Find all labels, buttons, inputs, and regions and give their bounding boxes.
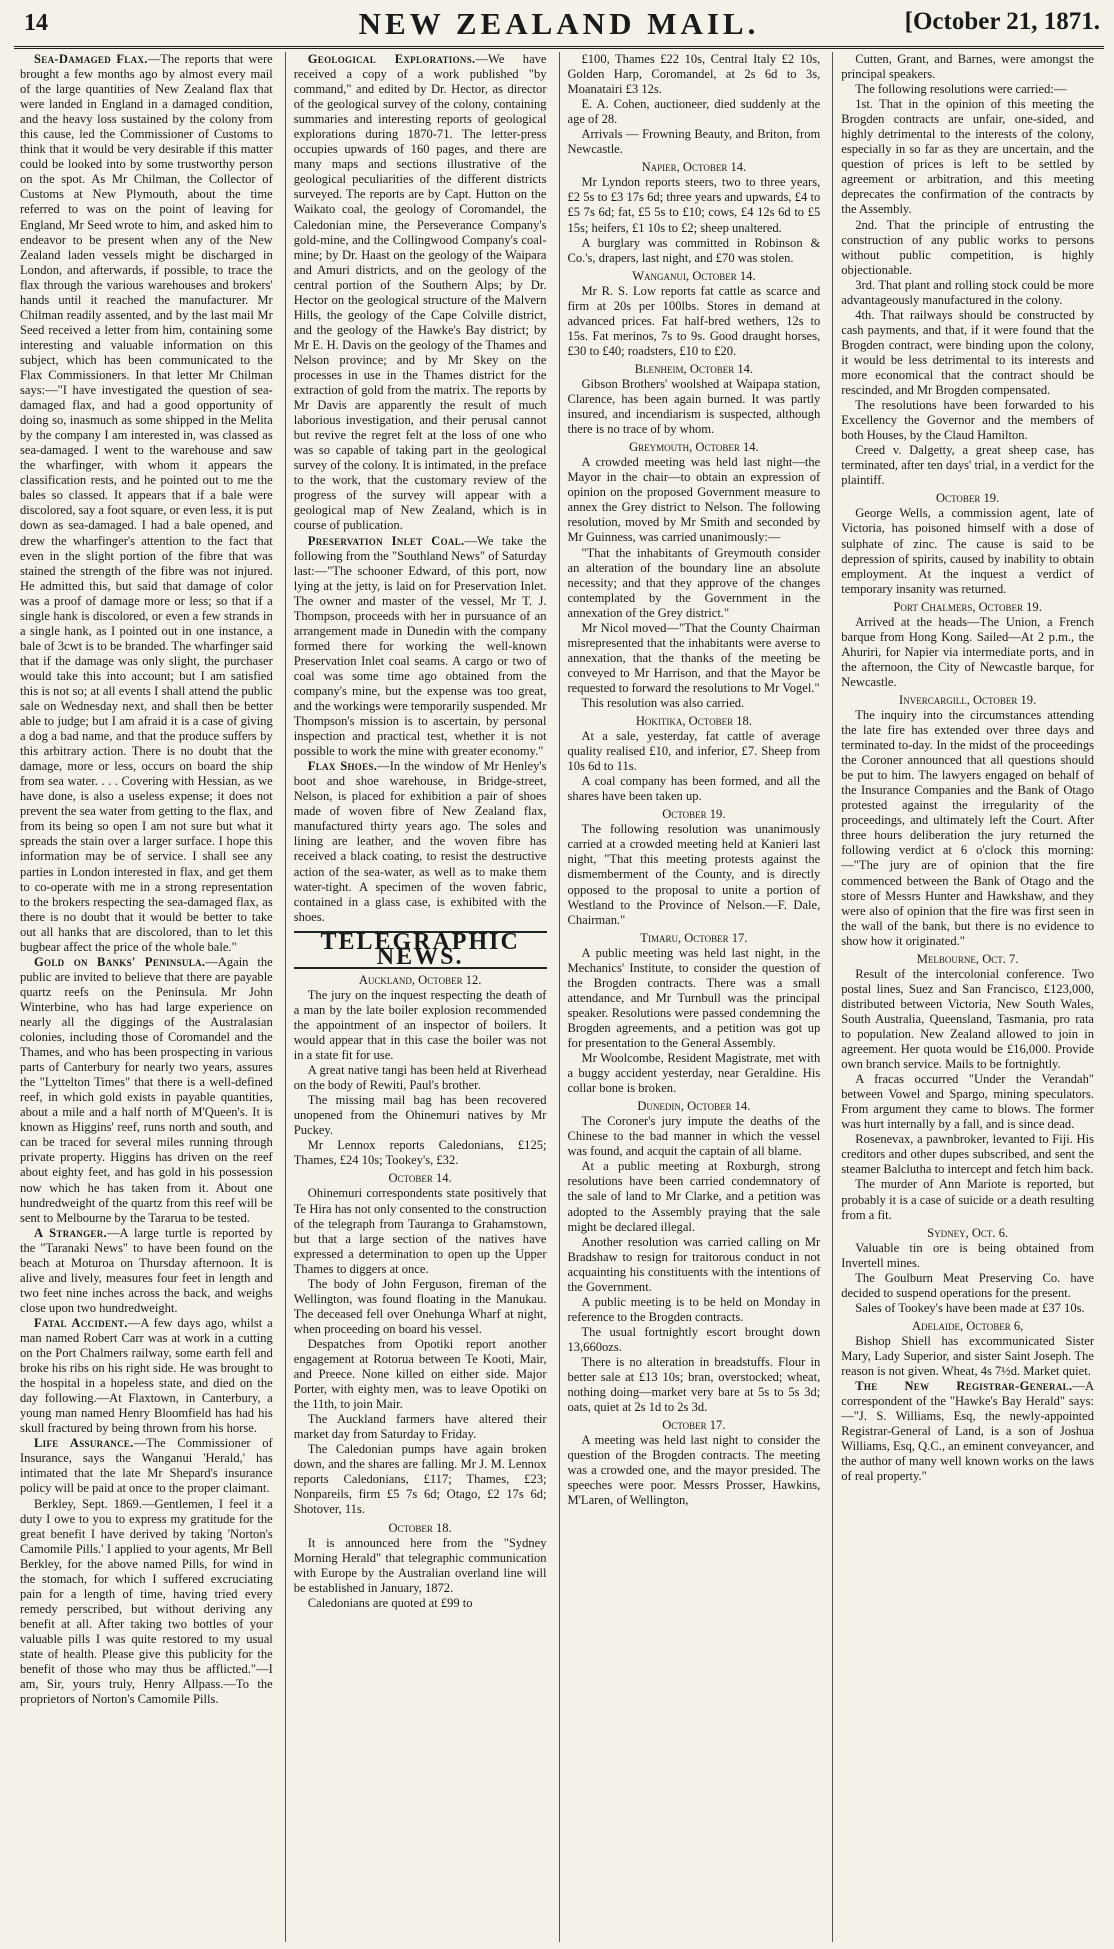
article-text: Caledonians are quoted at £99 to: [307, 1595, 473, 1610]
article-text: Valuable tin ore is being obtained from Invertell mines.: [841, 1240, 1094, 1270]
article-text: Mr Nicol moved—"That the County Chairman misrepresented that the inhabitants were averse to annexation, that the thanks of the meeting be conveyed to Mr Harrison, and that the Mayor be requested to forward the resolutions to Mr Vogel.": [567, 620, 821, 695]
article-text: Result of the intercolonial conference. Two postal lines, Suez and San Francisco, £123,000, distributed between Victoria, New South Wales, South Australia, Queensland, Tasmania, pro rata to population. New Zealand allowed to join in agreement. Her quota would be £16,000. Provide own branch service. Mails to be fortnightly.: [841, 966, 1094, 1072]
column-2: [285, 52, 549, 1942]
article-text: £100, Thames £22 10s, Central Italy £2 10s, Golden Harp, Coromandel, at 2s 6d to 3s, Moanatairi £3 12s.: [567, 52, 821, 97]
dateline: October 19.: [662, 807, 726, 822]
article-paragraph: [568, 377, 821, 437]
article-paragraph: [568, 546, 821, 621]
article-text: George Wells, a commission agent, late of Victoria, has poisoned himself with a dose of sulphate of zinc. The cause is said to be depression of spirits, caused by inability to obtain employment. At the inquest a verdict of temporary insanity was returned.: [841, 506, 1094, 596]
article-paragraph: [294, 988, 547, 1063]
masthead-title: NEW ZEALAND MAIL.: [358, 6, 760, 41]
article-text: E. A. Cohen, auctioneer, died suddenly at the age of 28.: [567, 97, 821, 127]
article-paragraph: [20, 1436, 273, 1496]
dateline: Dunedin, October 14.: [637, 1099, 751, 1114]
article-lead: A Stranger.: [34, 1225, 107, 1240]
article-text: 2nd. That the principle of entrusting the construction of any public works to persons without public competition, is highly objectionable.: [841, 217, 1094, 277]
article-lead: Preservation Inlet Coal.: [307, 533, 465, 548]
article-paragraph: [568, 946, 821, 1051]
article-paragraph: [841, 1177, 1094, 1222]
article-text: At a sale, yesterday, fat cattle of average quality realised £10, and inferior, £7. Sheep from 10s 6d to 11s.: [567, 729, 821, 774]
article-lead: Gold on Banks' Peninsula.: [34, 954, 206, 969]
article-text: 4th. That railways should be constructed by cash payments, and that, if it were found that the Brogden contract, were binding upon the colony, it would be less detrimental to its interests and more economical that the contract should be rescinded, and Mr Brogden compensated.: [841, 307, 1094, 398]
article-text: —We take the following from the "Southland News" of Saturday last:—"The schooner Edward, of this port, now lying at the jetty, is laid on for Preservation Inlet. The owner and master of the vessel, Mr T. J. Thompson, proceeds with her in pursuance of an arrangement made in Dunedin with the company formed there for working the well-known Preservation Inlet coal seams. A cargo or two of coal was some time ago obtained from the company's mine, but the expense was too great, and the workings were temporarily suspended. Mr Thompson's mission is to ascertain, by personal inspection and practical test, whether it is not possible to work the mine with greater economy.": [293, 533, 547, 759]
dateline: Napier, October 14.: [641, 160, 747, 175]
article-paragraph: [294, 1277, 547, 1337]
article-paragraph: [841, 278, 1094, 308]
article-text: Berkley, Sept. 1869.—Gentlemen, I feel it a duty I owe to you to express my gratitude for the great benefit I have derived by taking 'Norton's Camomile Pills.' I applied to your agents, Mr Bell Berkley, for the above named Pills, for wind in the stomach, for which I suffered excruciating pain for a length of time, having tried every remedy perscribed, but without deriving any benefit at all. After taking two bottles of your valuable pills I was quite restored to my usual state of health. Please give this publicity for the benefit of those who may thus be afflicted."—I am, Sir, yours truly, Henry Allpass.—To the proprietors of Norton's Camomile Pills.: [20, 1496, 273, 1707]
article-paragraph: [568, 1433, 821, 1508]
article-text: The murder of Ann Mariote is reported, but probably it is a case of suicide or a death resulting from a fit.: [841, 1177, 1094, 1222]
article-text: The missing mail bag has been recovered unopened from the Ohinemuri natives by Mr Puckey.: [293, 1093, 547, 1138]
article-text: The Caledonian pumps have again broken down, and the shares are falling. Mr J. M. Lennox reports Caledonians, £117; Thames, £23; Nonpareils, firm £5 7s 6d; Otago, £2 17s 6d; Shotover, 11s.: [293, 1442, 547, 1517]
article-text: A meeting was held last night to consider the question of the Brogden contracts. The meeting was a crowded one, and the mayor presided. The speeches were poor. Messrs Prosser, Hawkins, M'Laren, of Wellington,: [567, 1433, 821, 1508]
section-heading: TELEGRAPHIC NEWS.: [294, 931, 547, 969]
article-paragraph: [568, 774, 821, 804]
article-text: Rosenevax, a pawnbroker, levanted to Fiji. His creditors and other dupes subscribed, and sent the steamer Balclutha to intercept and fetch him back.: [841, 1132, 1094, 1177]
article-paragraph: [568, 1235, 821, 1295]
dateline: Adelaide, October 6,: [911, 1318, 1024, 1333]
dateline: Auckland, October 12.: [358, 972, 482, 987]
article-paragraph: [568, 175, 821, 235]
article-paragraph: [841, 967, 1094, 1072]
article-text: It is announced here from the "Sydney Morning Herald" that telegraphic communication with Europe by the Australian overland line will be established in January, 1872.: [293, 1535, 547, 1595]
article-paragraph: [568, 1051, 821, 1096]
article-paragraph: [841, 97, 1094, 217]
article-lead: Flax Shoes.: [307, 759, 378, 774]
article-paragraph: [294, 1337, 547, 1412]
article-paragraph: [568, 97, 821, 127]
article-paragraph: [568, 127, 821, 157]
article-paragraph: [20, 1226, 273, 1316]
article-paragraph: [294, 759, 547, 925]
article-text: A great native tangi has been held at Riverhead on the body of Rewiti, Paul's brother.: [293, 1063, 547, 1093]
column-3: [559, 52, 823, 1942]
article-text: A coal company has been formed, and all the shares have been taken up.: [567, 774, 821, 804]
dateline: Port Chalmers, October 19.: [893, 599, 1042, 614]
article-text: The body of John Ferguson, fireman of the Wellington, was found floating in the Manukau. The deceased fell over Onehunga Wharf at night, when proceeding on board his vessel.: [293, 1276, 547, 1336]
article-text: —Again the public are invited to believe that there are payable quartz reefs on the Peninsula. Mr John Winterbine, who has had large experience on nearly all the diggings of the Australasian colonies, including those of Coromandel and the Thames, and who has been prospecting in various parts of Canterbury for nearly two years, assures the "Lyttelton Times" that there is a well-defined reef, in which gold exists in payable quantities, about a mile and a half north of M'Queen's. It is known as Higgins' reef, runs north and south, and can be traced for several miles running through private property. Higgins has driven on the reef about eighty feet, and has gold in his possession now which he has taken from it. About one hundredweight of the quartz from this reef will be sent to Melbourne by the Tararua to be tested.: [20, 954, 273, 1225]
article-text: Another resolution was carried calling on Mr Bradshaw to resign for traitorous conduct in not acquainting his constituents with the intentions of the Government.: [567, 1234, 821, 1294]
article-text: There is no alteration in breadstuffs. Flour in better sale at £13 10s; bran, overstocked; wheat, nothing doing—market very bare at 5s to 5s 3d; oats, quiet at 2s 1d to 2s 3d.: [567, 1354, 821, 1415]
article-text: The following resolution was unanimously carried at a crowded meeting held at Kanieri last night, "That this meeting protests against the dismemberment of the County, and is directly opposed to the proposal to unite a portion of Westland to the Province of Nelson.—F. Dale, Chairman.": [567, 822, 821, 927]
article-text: —In the window of Mr Henley's boot and shoe warehouse, in Bridge-street, Nelson, is placed for exhibition a pair of shoes made of woven fibre of New Zealand flax, manufactured thirty years ago. The soles and lining are leather, and the woven fibre has received a black coating, to resist the destructive action of the sea-water, as well as to make them water-tight. A specimen of the woven fabric, contained in a glass case, is exhibited with the shoes.: [293, 759, 547, 924]
article-text: 1st. That in the opinion of this meeting the Brogden contracts are unfair, one-sided, and highly detrimental to the interests of the colony, especially in so far as they are uncertain, and the question of prices is left to be settled by agreement or arbitration, and this meeting deprecates the confirmation of the contracts by the Assembly.: [841, 97, 1094, 217]
article-text: A fracas occurred "Under the Verandah" between Vowel and Spargo, mining speculators. From argument they came to blows. The former was hurt internally by a fall, and is since dead.: [841, 1072, 1094, 1132]
article-paragraph: [841, 615, 1094, 690]
article-paragraph: [841, 398, 1094, 443]
issue-date: [October 21, 1871.: [904, 8, 1100, 35]
dateline: Blenheim, October 14.: [634, 361, 754, 376]
dateline: October 19.: [936, 491, 1000, 506]
article-paragraph: [841, 218, 1094, 278]
article-text: At a public meeting at Roxburgh, strong resolutions have been carried condemnatory of the sale of land to Mr Clarke, and a petition was adopted to the Assembly praying that the sale might be declared illegal.: [567, 1159, 821, 1234]
article-text: —The reports that were brought a few months ago by almost every mail of the large quantities of New Zealand flax that were landed in England in a damaged condition, and the heavy loss sustained by the colony from this cause, led the Commissioner of Customs to think that it would be very desirable if this matter could be looked into by some trustworthy person on the spot. As Mr Chilman, the Collector of Customs at New Plymouth, about the time referred to was on the point of leaving for England, Mr Seed wrote to him, and asked him to endeavor to be present when any of the New Zealand laden vessels might be discharged in London, and afterwards, if possible, to trace the flax through the various warehouses and brokers' hands until it reached the manufacturer. Mr Chilman readily assented, and by the last mail Mr Seed received a letter from him, containing some interesting and valuable information on this subject, which has been communicated to the Flax Commissioners. In that letter Mr Chilman says:—"I have investigated the question of sea-damaged flax, and had a good opportunity of doing so, inasmuch as some shipped in the Melita by the company I am interested in, was classed as sea-damaged. I went to the warehouse and saw the wharfinger, with whom it appears the classification rests, and he pointed out to me the bales so classed. It appears that if a bale were discolored, say a foot square, or even less, it is put down as sea-damaged. I had a bale opened, and drew the wharfinger's attention to the fact that even in the slight portion of the fibre that was stained the strength of the fibre was not injured. He admitted this, but said that damage of color was a proof of damage more or less; so that if a single hank is discolored, or even a few strands in a single hank, as I pointed out in one instance, a bale of 3cwt is to be branded. The wharfinger said that if the damage was only slight, the purchaser would take this into account; but I am satisfied this is not so; at all events I shall attend the public sale on Wednesday next, and shall then be better able to judge; but I am afraid it is a case of giving a dog a bad name, and that the produce suffers by this arbitrary action. There is no doubt that the damage, more or less, occurs on board the ship from sea water. . . . Covering with Hessian, as we have done, is also a useless expense; it does not prevent the sea water from getting to the flax, and from its being so open I am not sure but what it spreads the stain over a larger surface. I hope this information may be of service. I shall see any parties in London interested in flax, and get them to co-operate with me in a strong representation to the brokers respecting the sea-damaged flax, as there is no doubt that it would be better to take out all hanks that are discolored, than to let this bugbear affect the price of the whole bale.": [20, 52, 273, 954]
dateline: Melbourne, Oct. 7.: [916, 951, 1019, 966]
article-paragraph: [841, 1379, 1094, 1484]
article-paragraph: [841, 1271, 1094, 1301]
article-text: The jury on the inquest respecting the death of a man by the late boiler explosion recommended the appointment of an inspector of boilers. It would appear that in this case the boiler was not in a state fit for use.: [293, 987, 547, 1063]
article-paragraph: [20, 1497, 273, 1708]
article-paragraph: [841, 1334, 1094, 1379]
article-paragraph: [568, 455, 821, 545]
article-text: A public meeting is to be held on Monday in reference to the Brogden contracts.: [567, 1294, 821, 1324]
article-text: The usual fortnightly escort brought down 13,660ozs.: [567, 1324, 821, 1354]
article-lead: Geological Explorations.: [307, 52, 476, 66]
article-paragraph: [841, 1301, 1094, 1316]
dateline: October 18.: [388, 1520, 452, 1535]
article-lead: The New Registrar-General.: [855, 1379, 1073, 1394]
article-text: Bishop Shiell has excommunicated Sister Mary, Lady Superior, and sister Saint Joseph. The reason is not given. Wheat, 4s 7½d. Market quiet.: [841, 1333, 1094, 1379]
article-paragraph: [841, 82, 1094, 97]
article-paragraph: [294, 1186, 547, 1276]
page-number: 14: [24, 10, 48, 36]
article-text: —A correspondent of the "Hawke's Bay Herald" says:—"J. S. Williams, Esq, the newly-appointed Registrar-General of Land, is a son of Joshua Williams, Esq, Q.C., an eminent conveyancer, and the author of many well known works on the laws of real property.": [841, 1379, 1094, 1484]
article-paragraph: [568, 1295, 821, 1325]
article-paragraph: [841, 308, 1094, 398]
article-text: —The Commissioner of Insurance, says the Wanganui 'Herald,' has intimated that the late Mr Shepard's insurance policy will be paid at once to the proper claimant.: [20, 1436, 273, 1496]
article-text: A burglary was committed in Robinson & Co.'s, drapers, last night, and £70 was stolen.: [567, 235, 821, 265]
article-text: A crowded meeting was held last night—the Mayor in the chair—to obtain an expression of opinion on the proposed Government measure to annex the Grey district to Nelson. The following resolution, moved by Mr Smith and seconded by Mr Guinness, was carried unanimously:—: [567, 455, 821, 545]
article-paragraph: [294, 1442, 547, 1517]
dateline: Timaru, October 17.: [640, 930, 748, 945]
page-header: [14, 4, 1104, 49]
article-text: This resolution was also carried.: [581, 695, 745, 710]
article-text: Mr Lennox reports Caledonians, £125; Thames, £24 10s; Tookey's, £32.: [293, 1138, 547, 1168]
article-paragraph: [294, 52, 547, 534]
article-text: —A large turtle is reported by the "Taranaki News" to have been found on the beach at Moturoa on Thursday afternoon. It is alive and lively, measures four feet in length and two feet nine inches across the back, and weighs close upon two hundredweight.: [20, 1225, 273, 1315]
article-text: "That the inhabitants of Greymouth consider an alteration of the boundary line an absolute necessity; and that they approve of the changes contemplated by the Government in the annexation of the Grey district.": [567, 545, 821, 620]
article-paragraph: [294, 1063, 547, 1093]
column-1: [18, 52, 275, 1942]
article-text: The Goulburn Meat Preserving Co. have decided to suspend operations for the present.: [841, 1270, 1094, 1300]
article-text: Sales of Tookey's have been made at £37 10s.: [855, 1300, 1085, 1315]
article-paragraph: [294, 1138, 547, 1168]
article-text: Mr Lyndon reports steers, two to three years, £2 5s to £3 17s 6d; three years and upwards, £4 to £5 7s 6d; fat, £5 5s to £10; cows, £4 12s 6d to £5 15s; heifers, £1 10s to £2; sheep unaltered.: [567, 175, 821, 235]
column-4: [832, 52, 1096, 1942]
article-paragraph: [568, 1355, 821, 1415]
article-text: The inquiry into the circumstances attending the late fire has extended over three days and terminated to-day. In the midst of the proceedings the Coroner announced that all questions should be put to him. The lawyers engaged on behalf of the Insurance Companies and the Bank of Otago protested against the irregularity of the proceedings, and ultimately left the Court. After three hours deliberation the jury returned the following verdict at 6 o'clock this morning:—"The jury are of opinion that the fire commenced between the Bank of Otago and the store of Messrs Hunter and Hawkshaw, and they were also of opinion that the fire was first seen in the wall of the bank, but there is no evidence to show how it originated.": [841, 708, 1094, 948]
article-lead: Sea-Damaged Flax.: [34, 52, 148, 66]
article-paragraph: [568, 1159, 821, 1234]
dateline: Sydney, Oct. 6.: [927, 1225, 1009, 1240]
article-text: Mr R. S. Low reports fat cattle as scarce and firm at 20s per 100lbs. Stores in demand at advanced prices. Fat half-bred wethers, 12s to 15s. Fat merinos, 7s to 9s. Good draught horses, £30 to £40; roadsters, £10 to £20.: [567, 283, 821, 358]
article-lead: Life Assurance.: [34, 1436, 134, 1451]
article-text: Arrivals — Frowning Beauty, and Briton, from Newcastle.: [567, 127, 821, 157]
article-paragraph: [841, 708, 1094, 949]
article-text: A public meeting was held last night, in the Mechanics' Institute, to consider the question of the Brogden contracts. There was a small attendance, and Mr Turnbull was the principal speaker. Resolutions were passed condemning the Brogden agreements, and a petition was got up for presentation to the General Assembly.: [567, 945, 821, 1050]
article-paragraph: [568, 1325, 821, 1355]
article-columns: [18, 52, 1096, 1942]
article-text: The Coroner's jury impute the deaths of the Chinese to the bad manner in which the vessel was found, and acquit the captain of all blame.: [567, 1114, 821, 1159]
article-text: Mr Woolcombe, Resident Magistrate, met with a buggy accident yesterday, near Geraldine. His collar bone is broken.: [567, 1051, 821, 1096]
article-paragraph: [568, 729, 821, 774]
article-paragraph: [20, 955, 273, 1226]
article-text: Despatches from Opotiki report another engagement at Rotorua between Te Kooti, Mair, and Preece. None killed on either side. Major Porter, with eighty men, was to leave Opotiki on the 11th, to join Mair.: [293, 1336, 547, 1412]
article-text: 3rd. That plant and rolling stock could be more advantageously manufactured in the colony.: [841, 277, 1094, 307]
article-text: Gibson Brothers' woolshed at Waipapa station, Clarence, has been again burned. It was partly insured, and incendiarism is suspected, although there is no trace of by whom.: [567, 376, 821, 437]
dateline: October 14.: [388, 1171, 452, 1186]
dateline: Invercargill, October 19.: [899, 692, 1037, 707]
article-paragraph: [294, 1093, 547, 1138]
dateline: Hokitika, October 18.: [635, 714, 752, 729]
dateline: October 17.: [662, 1418, 726, 1433]
article-paragraph: [841, 443, 1094, 488]
article-paragraph: [294, 1596, 547, 1611]
article-paragraph: [20, 1316, 273, 1436]
article-paragraph: [568, 284, 821, 359]
article-text: Creed v. Dalgetty, a great sheep case, has terminated, after ten days' trial, in a verdict for the plaintiff.: [841, 443, 1094, 488]
article-text: The resolutions have been forwarded to his Excellency the Governor and the members of both Houses, by the Claud Hamilton.: [841, 398, 1094, 443]
article-paragraph: [841, 52, 1094, 82]
dateline: Greymouth, October 14.: [629, 440, 759, 455]
article-paragraph: [841, 1132, 1094, 1177]
article-text: —A few days ago, whilst a man named Robert Carr was at work in a cutting on the Port Chalmers railway, some earth fell and broke his ribs on his right side. He was brought to the hospital in a hopeless state, and died on the day following.—At Flaxtown, in Canterbury, a young man named Henry Bloomfield has had his skull fractured by being thrown from his horse.: [20, 1315, 273, 1436]
article-paragraph: [568, 621, 821, 696]
article-paragraph: [841, 506, 1094, 596]
article-text: Ohinemuri correspondents state positively that Te Hira has not only consented to the construction of the telegraph from Tauranga to Grahamstown, but that a large section of the natives have expressed a determination to open up the Upper Thames to diggers at once.: [293, 1186, 547, 1276]
article-lead: Fatal Accident.: [34, 1315, 128, 1330]
article-paragraph: [841, 1072, 1094, 1132]
article-paragraph: [294, 1536, 547, 1596]
article-text: —We have received a copy of a work published "by command," and edited by Dr. Hector, as director of the geological survey of the colony, containing summaries and interesting reports of geological explorations during 1870-71. The letter-press occupies upwards of 160 pages, and there are many maps and sections illustrative of the geological peculiarities of the different districts surveyed. The reports are by Capt. Hutton on the Waikato coal, the geology of Coromandel, the Caledonian mine, the Perseverance Company's gold-mine, and the Collingwood Company's coal-mine; by Dr. Haast on the geology of the Waipara and Amuri districts, and on the geology of the central portion of the Southern Alps; by Dr. Hector on the geological structure of the Malvern Hills, the geology of the Cape Colville district, and the geology of the Hawke's Bay district; by Mr E. H. Davis on the geology of the Thames and Nelson province; and by Mr Skey on the processes in use in the Thames district for the extraction of gold from the matrix. The reports by Mr Davis are apparently the result of much laborious investigation, and their perusal cannot but revive the regret felt at the loss of one who was so capable of taking part in the geological survey of the colony. It is intimated, in the preface to the work, that the customary review of the progress of the survey will appear with a geological map of New Zealand, which is in course of publication.: [293, 52, 547, 533]
article-paragraph: [568, 52, 821, 97]
article-paragraph: [568, 822, 821, 927]
article-paragraph: [568, 236, 821, 266]
article-paragraph: [568, 696, 821, 711]
article-paragraph: [841, 1241, 1094, 1271]
article-text: The following resolutions were carried:—: [855, 82, 1067, 97]
dateline: Wanganui, October 14.: [632, 268, 756, 283]
article-paragraph: [294, 534, 547, 760]
article-text: The Auckland farmers have altered their market day from Saturday to Friday.: [293, 1412, 547, 1442]
article-paragraph: [20, 52, 273, 955]
article-paragraph: [568, 1114, 821, 1159]
article-text: Arrived at the heads—The Union, a French barque from Hong Kong. Sailed—At 2 p.m., the Ahuriri, for Napier via intermediate ports, and in the afternoon, the City of Newcastle barque, for Newcastle.: [841, 614, 1094, 689]
article-text: Cutten, Grant, and Barnes, were amongst the principal speakers.: [841, 52, 1094, 82]
article-paragraph: [294, 1412, 547, 1442]
